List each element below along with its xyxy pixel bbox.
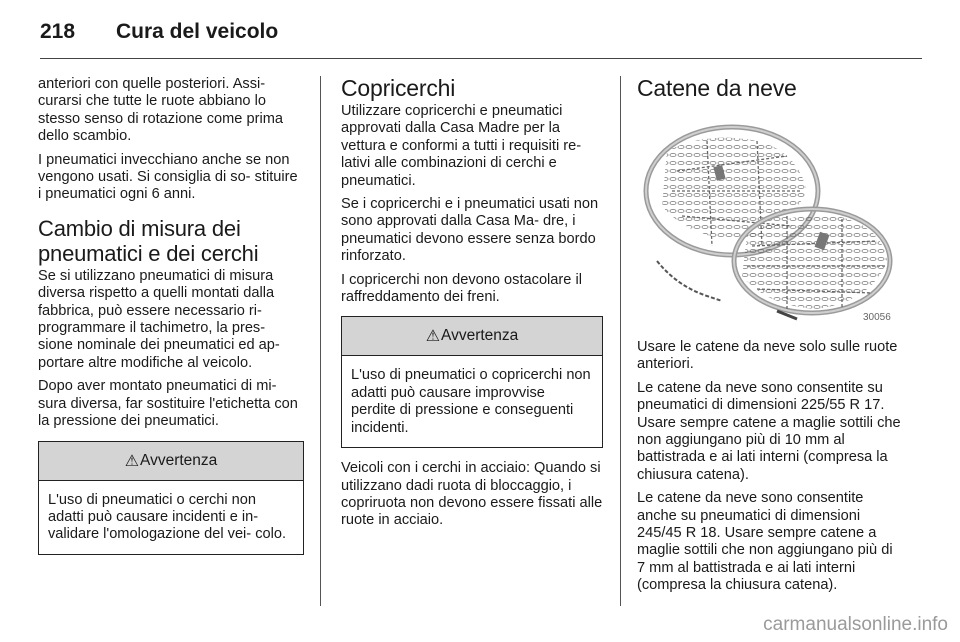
snow-chain-illustration [637,111,901,325]
paragraph: I copricerchi non devono ostacolare il raffreddamento dei freni. [341,271,582,306]
snow-chain-icon [637,111,901,325]
page-header [40,14,920,58]
paragraph: Utilizzare copricerchi e pneumatici approvati dalla Casa Madre per la vettura e conformi a tutti i requisiti re- lativi alle combinazioni di cerchi e pneumatici. [341,103,582,189]
warning-header [39,442,303,481]
paragraph: Usare le catene da neve solo sulle ruote anteriori. [637,339,898,373]
warning-header [342,317,602,356]
paragraph: Se i copricerchi e i pneumatici usati non sono approvati dalla Casa Ma- dre, i pneumatici devono essere senza bordo rinforzato. [341,196,599,265]
paragraph: Veicoli con i cerchi in acciaio: Quando si utilizzano dadi ruota di bloccaggio, i copriruota non devono essere fissati alle ruote in acciaio. [341,460,603,529]
warning-triangle-icon: ⚠ [124,452,140,470]
paragraph: Le catene da neve sono consentite su pneumatici di dimensioni 225/55 R 17. Usare sempre catene a maglie sottili che non aggiungano più di 10 mm al battistrada e ai lati interni (compresa la chiusura catena). [637,379,901,483]
column-divider [620,76,621,606]
warning-title: Avvertenza [140,451,218,469]
section-heading: Copricerchi [341,75,456,101]
paragraph: I pneumatici invecchiano anche se non vengono usati. Si consiglia di so- stituire i pneumatici ogni 6 anni. [38,151,298,203]
paragraph: Se si utilizzano pneumatici di misura diversa rispetto a quelli montati dalla fabbrica, può essere necessario ri- programmare il tachimetro, la pres- sione nominale dei pneumatici ed ap- portare altre modifiche al veicolo. [38,267,280,371]
page-title: Cura del veicolo [116,20,279,43]
warning-box [341,316,603,448]
column-divider [320,76,321,606]
page-number: 218 [40,20,76,43]
warning-text: L'uso di pneumatici o copricerchi non adatti può causare improvvise perdite di pressione e conseguenti incidenti. [351,367,591,436]
warning-text: L'uso di pneumatici o cerchi non adatti può causare incidenti e in- validare l'omologazione del vei- colo. [48,491,287,543]
figure-label: 30056 [863,312,891,323]
section-heading: Catene da neve [637,75,797,101]
warning-box [38,441,304,555]
header-divider [40,58,922,59]
warning-triangle-icon: ⚠ [425,328,441,346]
warning-title: Avvertenza [441,327,519,345]
column-2 [341,76,603,536]
section-heading: Cambio di misura dei pneumatici e dei cerchi [38,215,259,266]
column-1 [38,76,304,567]
paragraph: anteriori con quelle posteriori. Assi- curarsi che tutte le ruote abbiano lo stesso senso di rotazione come prima dello scambio. [38,76,283,145]
paragraph: Le catene da neve sono consentite anche su pneumatici di dimensioni 245/45 R 18. Usare sempre catene a maglie sottili che non aggiungano più di 7 mm al battistrada e ai lati interni (compresa la chiusura catena). [637,490,893,594]
paragraph: Dopo aver montato pneumatici di mi- sura diversa, far sostituire l'etichetta con la pressione dei pneumatici. [38,378,298,430]
column-3 [637,76,901,601]
watermark: carmanualsonline.info [763,614,948,635]
